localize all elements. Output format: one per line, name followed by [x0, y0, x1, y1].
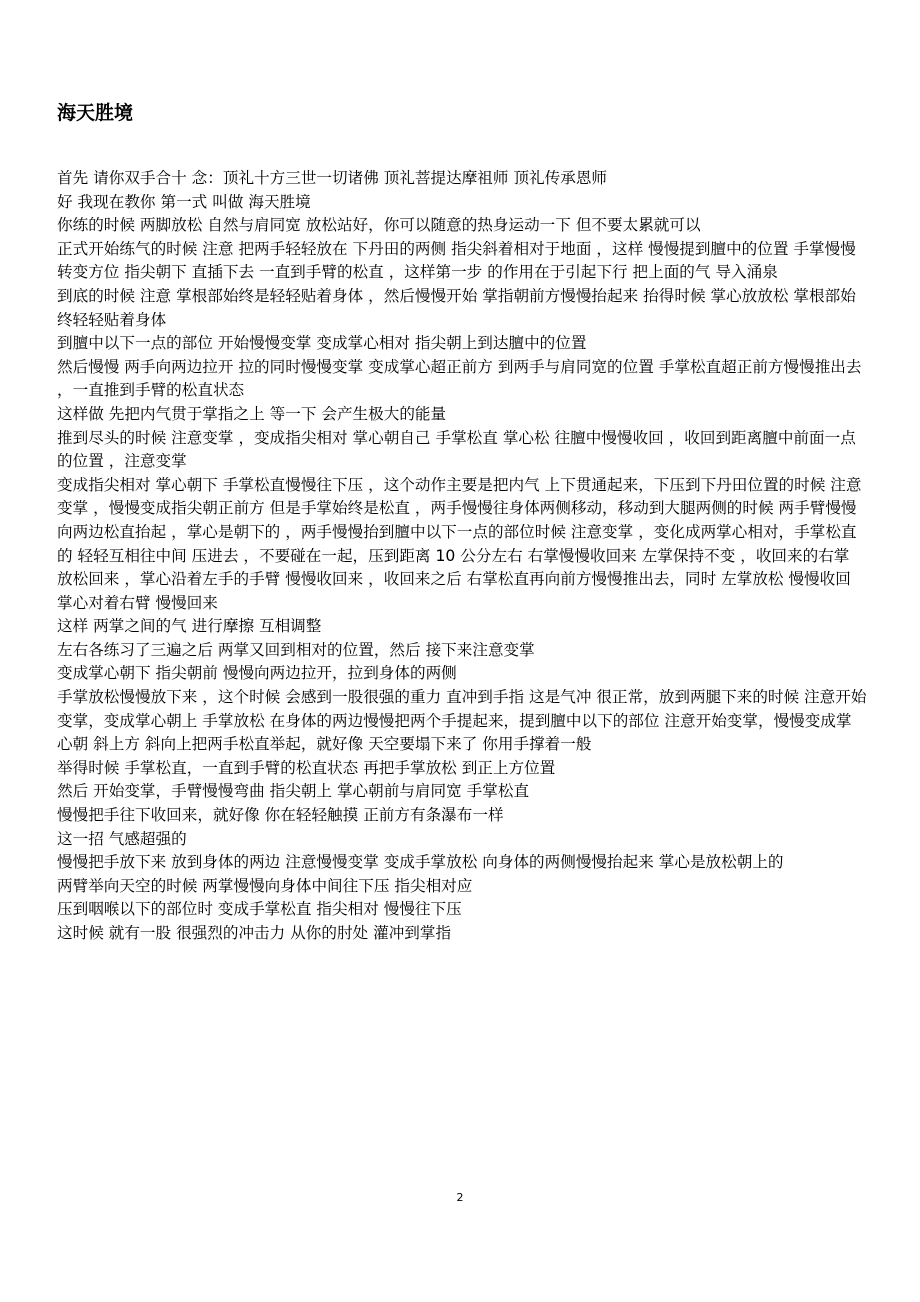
paragraph: 推到尽头的时候 注意变掌 ，变成指尖相对 掌心朝自己 手掌松直 掌心松 往膻中慢慢收回 ，收回到距离膻中前面一点的位置 ，注意变掌: [57, 428, 856, 471]
paragraph: 然后 开始变掌，手臂慢慢弯曲 指尖朝上 掌心朝前与肩同宽 手掌松直: [57, 782, 530, 801]
paragraph: 慢慢把手往下收回来，就好像 你在轻轻触摸 正前方有条瀑布一样: [57, 806, 504, 825]
paragraph: 左右各练习了三遍之后 两掌又回到相对的位置，然后 接下来注意变掌: [57, 640, 535, 659]
paragraph: 到底的时候 注意 掌根部始终是轻轻贴着身体 ，然后慢慢开始 掌指朝前方慢慢抬起来 抬得时候 掌心放放松 掌根部始终轻轻贴着身体: [57, 286, 856, 329]
paragraph: 慢慢把手放下来 放到身体的两边 注意慢慢变掌 变成手掌放松 向身体的两侧慢慢抬起来 掌心是放松朝上的: [57, 853, 784, 872]
paragraph: 然后慢慢 两手向两边拉开 拉的同时慢慢变掌 变成掌心超正前方 到两手与肩同宽的位置 手掌松直超正前方慢慢推出去 ，一直推到手臂的松直状态: [57, 357, 862, 400]
paragraph: 你练的时候 两脚放松 自然与肩同宽 放松站好，你可以随意的热身运动一下 但不要太累就可以: [57, 216, 701, 235]
document-body: [57, 167, 867, 946]
paragraph: 好 我现在教你 第一式 叫做 海天胜境: [57, 192, 311, 211]
paragraph: 这样做 先把内气贯于掌指之上 等一下 会产生极大的能量: [57, 404, 447, 423]
document-title: 海天胜境: [57, 102, 134, 124]
page-number: 2: [456, 1191, 464, 1204]
paragraph: 两臂举向天空的时候 两掌慢慢向身体中间往下压 指尖相对应: [57, 876, 473, 895]
paragraph: 首先 请你双手合十 念：顶礼十方三世一切诸佛 顶礼菩提达摩祖师 顶礼传承恩师: [57, 169, 608, 187]
paragraph: 手掌放松慢慢放下来 ，这个时候 会感到一股很强的重力 直冲到手指 这是气冲 很正常，放到两腿下来的时候 注意开始变掌，变成掌心朝上 手掌放松 在身体的两边慢慢把两个手提起来，提到膻中以下的部位 注意开始变掌，慢慢变成掌心朝 斜上方 斜向上把两手松直举起，就好像 天空要塌下来了 你用手撑着一般: [57, 688, 867, 754]
paragraph: 变成掌心朝下 指尖朝前 慢慢向两边拉开，拉到身体的两侧: [57, 664, 457, 683]
paragraph: 举得时候 手掌松直，一直到手臂的松直状态 再把手掌放松 到正上方位置: [57, 758, 556, 777]
paragraph: 这时候 就有一股 很强烈的冲击力 从你的肘处 灌冲到掌指: [57, 924, 452, 942]
paragraph: 到膻中以下一点的部位 开始慢慢变掌 变成掌心相对 指尖朝上到达膻中的位置: [57, 334, 587, 353]
paragraph: 这一招 气感超强的: [57, 829, 187, 848]
paragraph: 变成指尖相对 掌心朝下 手掌松直慢慢往下压 ，这个动作主要是把内气 上下贯通起来，下压到下丹田位置的时候 注意变掌 ，慢慢变成指尖朝正前方 但是手掌始终是松直 ，两手慢慢往身体两侧移动，移动到大腿两侧的时候 两手臂慢慢向两边松直抬起 ，掌心是朝下的 ，两手慢慢抬到膻中以下一点的部位时候 注意变掌 ，变化成两掌心相对，手掌松直的 轻轻互相往中间 压进去 ，不要碰在一起，压到距离 10 公分左右 右掌慢慢收回来 左掌保持不变 ，收回来的右掌 放松回来 ，掌心沿着左手的手臂 慢慢收回来 ，收回来之后 右掌松直再向前方慢慢推出去，同时 左掌放松 慢慢收回 掌心对着右臂 慢慢回来: [57, 475, 862, 612]
paragraph: 这样 两掌之间的气 进行摩擦 互相调整: [57, 617, 322, 636]
paragraph: 压到咽喉以下的部位时 变成手掌松直 指尖相对 慢慢往下压: [57, 900, 462, 919]
paragraph: 正式开始练气的时候 注意 把两手轻轻放在 下丹田的两侧 指尖斜着相对于地面 ，这样 慢慢提到膻中的位置 手掌慢慢转变方位 指尖朝下 直插下去 一直到手臂的松直 ，这样第一步 的作用在于引起下行 把上面的气 导入涌泉: [57, 239, 856, 282]
